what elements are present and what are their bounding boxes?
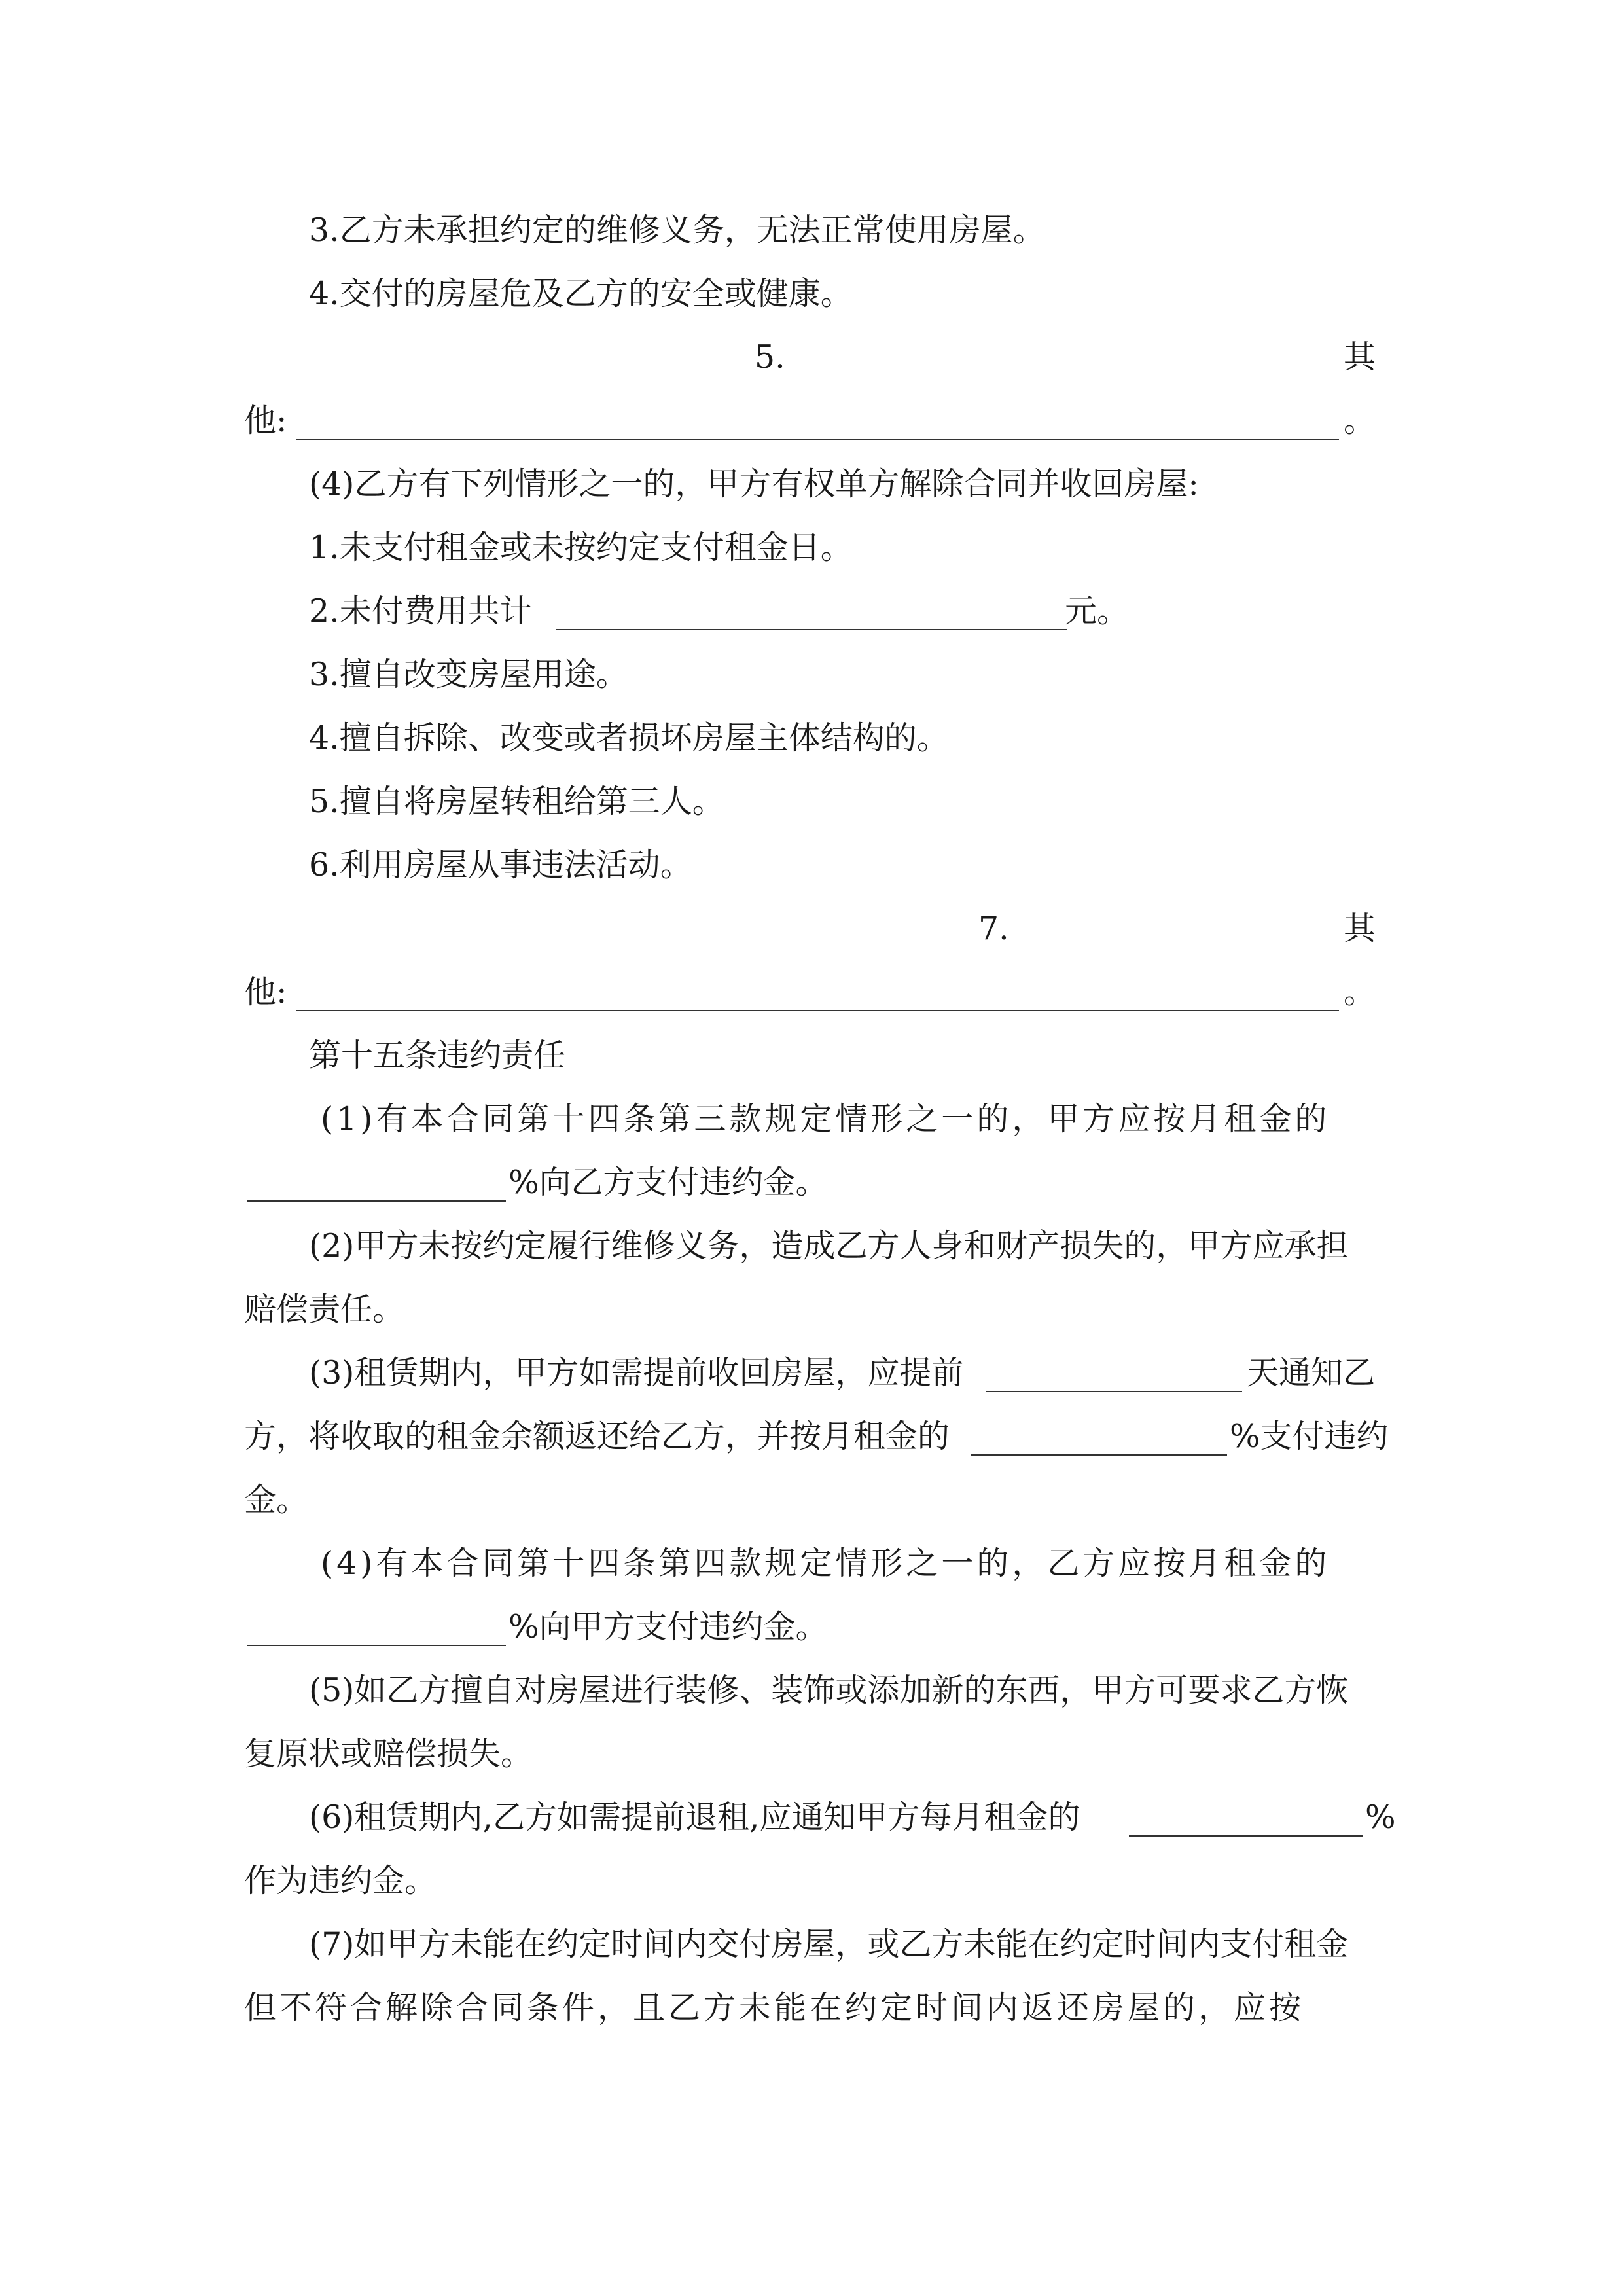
fill-in-blank[interactable]	[986, 1353, 1242, 1392]
clause-text: %	[1365, 1799, 1396, 1836]
clause-text: 5.擅自将房屋转租给第三人。	[309, 783, 724, 820]
clause-line	[0, 643, 1623, 707]
clause-line	[0, 1532, 1623, 1596]
clause-text: 他:	[244, 402, 287, 439]
clause-text: (5)如乙方擅自对房屋进行装修、装饰或添加新的东西，甲方可要求乙方恢	[309, 1672, 1349, 1709]
clause-line	[0, 1595, 1623, 1659]
clause-line	[0, 897, 1623, 961]
item-number: 7.	[978, 910, 1009, 947]
clause-text: 金。	[244, 1481, 309, 1518]
fill-in-blank[interactable]	[971, 1416, 1227, 1456]
clause-text: 作为违约金。	[244, 1862, 437, 1899]
clause-text: (3)租赁期内，甲方如需提前收回房屋，应提前	[309, 1354, 964, 1391]
clause-text: 其	[1344, 910, 1376, 947]
clause-line	[0, 1214, 1623, 1278]
clause-text: 天通知乙	[1247, 1354, 1376, 1391]
clause-line	[0, 1341, 1623, 1405]
article-heading: 第十五条违约责任	[309, 1037, 566, 1074]
clause-text: 2.未付费用共计	[309, 592, 532, 630]
clause-text: 其	[1344, 338, 1376, 376]
clause-text: 。	[1344, 402, 1376, 439]
clause-text: (2)甲方未按约定履行维修义务，造成乙方人身和财产损失的，甲方应承担	[309, 1227, 1349, 1265]
clause-line	[0, 1785, 1623, 1850]
clause-line	[0, 1024, 1623, 1088]
clause-line	[0, 325, 1623, 389]
clause-text: (4)有本合同第十四条第四款规定情形之一的，乙方应按月租金的	[321, 1545, 1330, 1582]
clause-line	[0, 1976, 1623, 2040]
fill-in-blank[interactable]	[296, 401, 1339, 440]
clause-text: %向甲方支付违约金。	[508, 1608, 828, 1645]
clause-text: 1.未支付租金或未按约定支付租金日。	[309, 529, 853, 566]
clause-text: 3.乙方未承担约定的维修义务，无法正常使用房屋。	[309, 211, 1045, 249]
clause-text: 复原状或赔偿损失。	[244, 1735, 533, 1772]
clause-line	[0, 516, 1623, 580]
clause-text: 4.擅自拆除、改变或者损坏房屋主体结构的。	[309, 719, 949, 757]
clause-text: (1)有本合同第十四条第三款规定情形之一的，甲方应按月租金的	[321, 1100, 1330, 1138]
fill-in-blank[interactable]	[247, 1607, 506, 1646]
clause-line	[0, 1405, 1623, 1469]
fill-in-blank[interactable]	[556, 591, 1067, 630]
fill-in-blank[interactable]	[296, 972, 1339, 1011]
clause-text: 但不符合解除合同条件，且乙方未能在约定时间内返还房屋的，应按	[244, 1989, 1305, 2026]
clause-line	[0, 452, 1623, 516]
fill-in-blank[interactable]	[1129, 1797, 1363, 1837]
clause-text: %支付违约	[1230, 1418, 1389, 1455]
clause-line	[0, 1087, 1623, 1151]
fill-in-blank[interactable]	[247, 1162, 506, 1202]
item-number: 5.	[755, 338, 785, 376]
clause-text: 4.交付的房屋危及乙方的安全或健康。	[309, 275, 853, 312]
clause-text: 6.利用房屋从事违法活动。	[309, 846, 692, 884]
clause-line	[0, 198, 1623, 262]
clause-line	[0, 262, 1623, 326]
clause-line	[0, 706, 1623, 770]
clause-line	[0, 1849, 1623, 1913]
clause-line	[0, 1278, 1623, 1342]
clause-text: %向乙方支付违约金。	[508, 1164, 828, 1201]
clause-line	[0, 579, 1623, 643]
clause-line	[0, 1468, 1623, 1532]
clause-line	[0, 833, 1623, 897]
clause-line	[0, 1722, 1623, 1786]
clause-text: (6)租赁期内,乙方如需提前退租,应通知甲方每月租金的	[309, 1799, 1080, 1836]
clause-line	[0, 770, 1623, 834]
clause-text: 。	[1344, 973, 1376, 1011]
clause-text: (4)乙方有下列情形之一的，甲方有权单方解除合同并收回房屋:	[309, 465, 1199, 503]
clause-text: 方，将收取的租金余额返还给乙方，并按月租金的	[244, 1418, 950, 1455]
clause-line	[0, 960, 1623, 1024]
clause-text: 赔偿责任。	[244, 1291, 405, 1328]
clause-text: 他:	[244, 973, 287, 1011]
clause-line	[0, 1151, 1623, 1215]
clause-text: 元。	[1065, 592, 1130, 630]
clause-text: (7)如甲方未能在约定时间内交付房屋，或乙方未能在约定时间内支付租金	[309, 1926, 1349, 1963]
clause-line	[0, 1659, 1623, 1723]
clause-text: 3.擅自改变房屋用途。	[309, 656, 628, 693]
clause-line	[0, 1912, 1623, 1977]
clause-line	[0, 389, 1623, 453]
